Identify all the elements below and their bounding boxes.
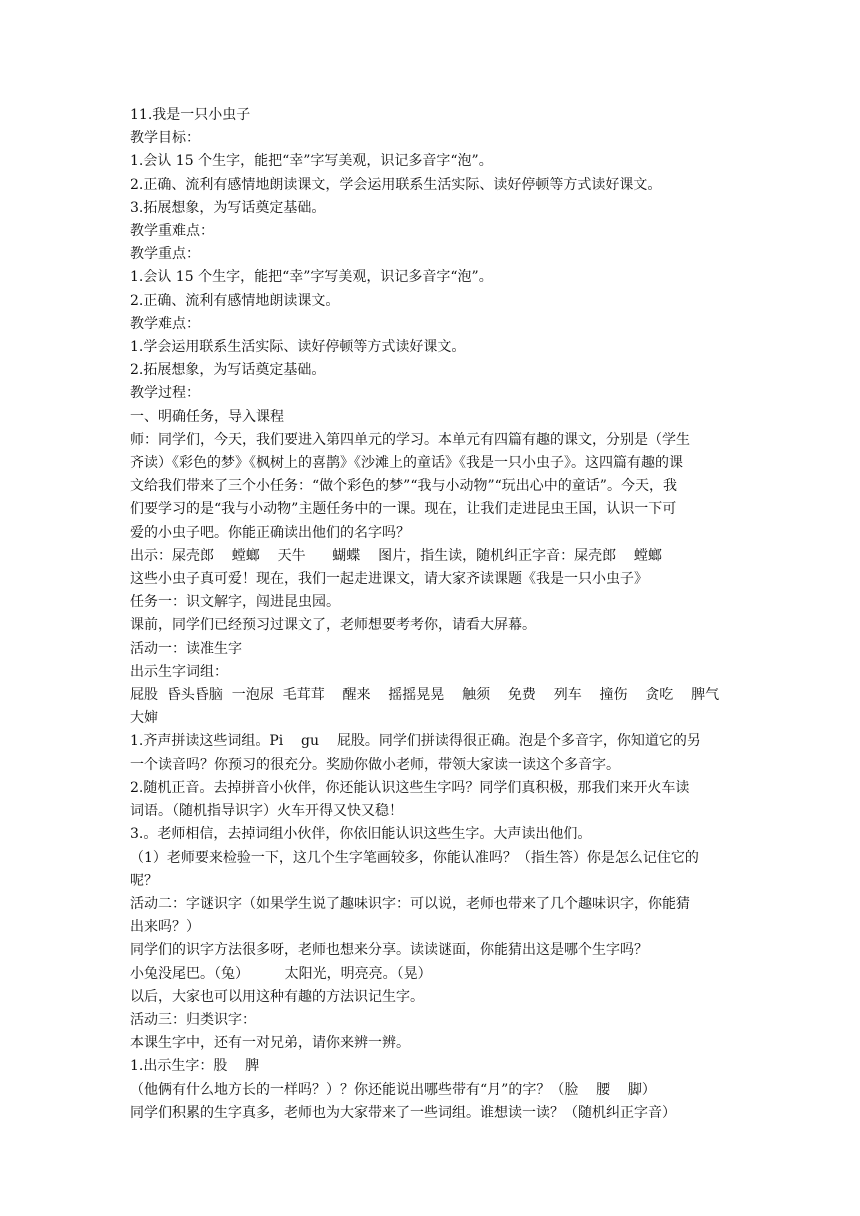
text-line: 以后，大家也可以用这种有趣的方法识记生字。 — [130, 988, 424, 1005]
text-line: 文给我们带来了三个小任务：“做个彩色的梦”“我与小动物”“玩出心中的童话”。今天，我 — [130, 478, 677, 495]
text-line: 课前，同学们已经预习过课文了，老师想要考考你，请看大屏幕。 — [130, 617, 536, 634]
text-line: 教学目标： — [130, 130, 200, 147]
text-line: 呢？ — [130, 872, 158, 889]
text-line: 3.。老师相信，去掉词组小伙伴，你依旧能认识这些生字。大声读出他们。 — [130, 826, 592, 843]
text-line: 屁股 昏头昏脑 一泡尿 毛茸茸 醒来 摇摇晃晃 触须 免费 列车 撞伤 贪吃 脾气 — [130, 687, 720, 704]
text-line: 一、明确任务，导入课程 — [130, 408, 284, 425]
text-line: 师：同学们，今天，我们要进入第四单元的学习。本单元有四篇有趣的课文，分别是（学生 — [130, 431, 690, 448]
text-line: 任务一：识文解字，闯进昆虫园。 — [130, 594, 340, 611]
text-line: 小兔没尾巴。（兔） 太阳光，明亮亮。（晃） — [130, 965, 432, 982]
text-line: 齐读）《彩色的梦》《枫树上的喜鹊》《沙滩上的童话》《我是一只小虫子》。这四篇有趣的课 — [130, 455, 683, 472]
text-line: 1.会认 15 个生字，能把“幸”字写美观，识记多音字“泡”。 — [130, 269, 493, 286]
text-line: 大婶 — [130, 710, 158, 727]
text-line: 同学们积累的生字真多，老师也为大家带来了一些词组。谁想读一读？（随机纠正字音） — [130, 1104, 676, 1121]
text-line: 一个读音吗？你预习的很充分。奖励你做小老师，带领大家读一读这个多音字。 — [130, 756, 620, 773]
text-line: 2.正确、流利有感情地朗读课文。 — [130, 292, 340, 309]
text-line: 同学们的识字方法很多呀，老师也想来分享。读读谜面，你能猜出这是哪个生字吗？ — [130, 942, 648, 959]
text-line: 2.随机正音。去掉拼音小伙伴，你还能认识这些生字吗？同学们真积极，那我们来开火车读 — [130, 779, 690, 796]
text-line: 1.出示生字：股 脾 — [130, 1058, 260, 1075]
text-line: 3.拓展想象，为写话奠定基础。 — [130, 199, 326, 216]
text-line: 1.齐声拼读这些词组。Pi gu 屁股。同学们拼读得很正确。泡是个多音字，你知道它的另 — [130, 733, 701, 750]
text-line: 这些小虫子真可爱！现在，我们一起走进课文，请大家齐读课题《我是一只小虫子》 — [130, 571, 648, 588]
text-line: 活动二：字谜识字（如果学生说了趣味识字：可以说，老师也带来了几个趣味识字，你能猜 — [130, 895, 690, 912]
text-line: 活动三：归类识字： — [130, 1011, 256, 1028]
text-line: 1.学会运用联系生活实际、读好停顿等方式读好课文。 — [130, 339, 466, 356]
text-line: 出示生字词组： — [130, 663, 228, 680]
text-line: 2.正确、流利有感情地朗读课文，学会运用联系生活实际、读好停顿等方式读好课文。 — [130, 176, 662, 193]
document-page — [130, 104, 734, 1125]
text-line: 教学难点： — [130, 315, 200, 332]
document-title: 11.我是一只小虫子 — [130, 107, 251, 123]
text-line: 2.拓展想象，为写话奠定基础。 — [130, 362, 326, 379]
text-line: 们要学习的是“我与小动物”主题任务中的一课。现在，让我们走进昆虫王国，认识一下可 — [130, 501, 677, 518]
text-line: 爱的小虫子吧。你能正确读出他们的名字吗？ — [130, 524, 410, 541]
text-line: 教学重点： — [130, 246, 200, 263]
text-line: 词语。（随机指导识字）火车开得又快又稳！ — [130, 803, 403, 820]
text-line: 1.会认 15 个生字，能把“幸”字写美观，识记多音字“泡”。 — [130, 153, 493, 170]
text-line: 出示：屎壳郎 螳螂 天牛 蝴蝶 图片，指生读，随机纠正字音：屎壳郎 螳螂 — [130, 547, 662, 564]
text-line: （1）老师要来检验一下，这几个生字笔画较多，你能认准吗？（指生答）你是怎么记住它的 — [130, 849, 699, 866]
text-line: 教学过程： — [130, 385, 200, 402]
text-line: 本课生字中，还有一对兄弟，请你来辨一辨。 — [130, 1035, 410, 1052]
text-line: 教学重难点： — [130, 223, 214, 240]
text-line: （他俩有什么地方长的一样吗？）？你还能说出哪些带有“月”的字？（脸 腰 脚） — [130, 1081, 656, 1098]
text-line: 出来吗？） — [130, 919, 200, 936]
text-line: 活动一：读准生字 — [130, 640, 242, 657]
